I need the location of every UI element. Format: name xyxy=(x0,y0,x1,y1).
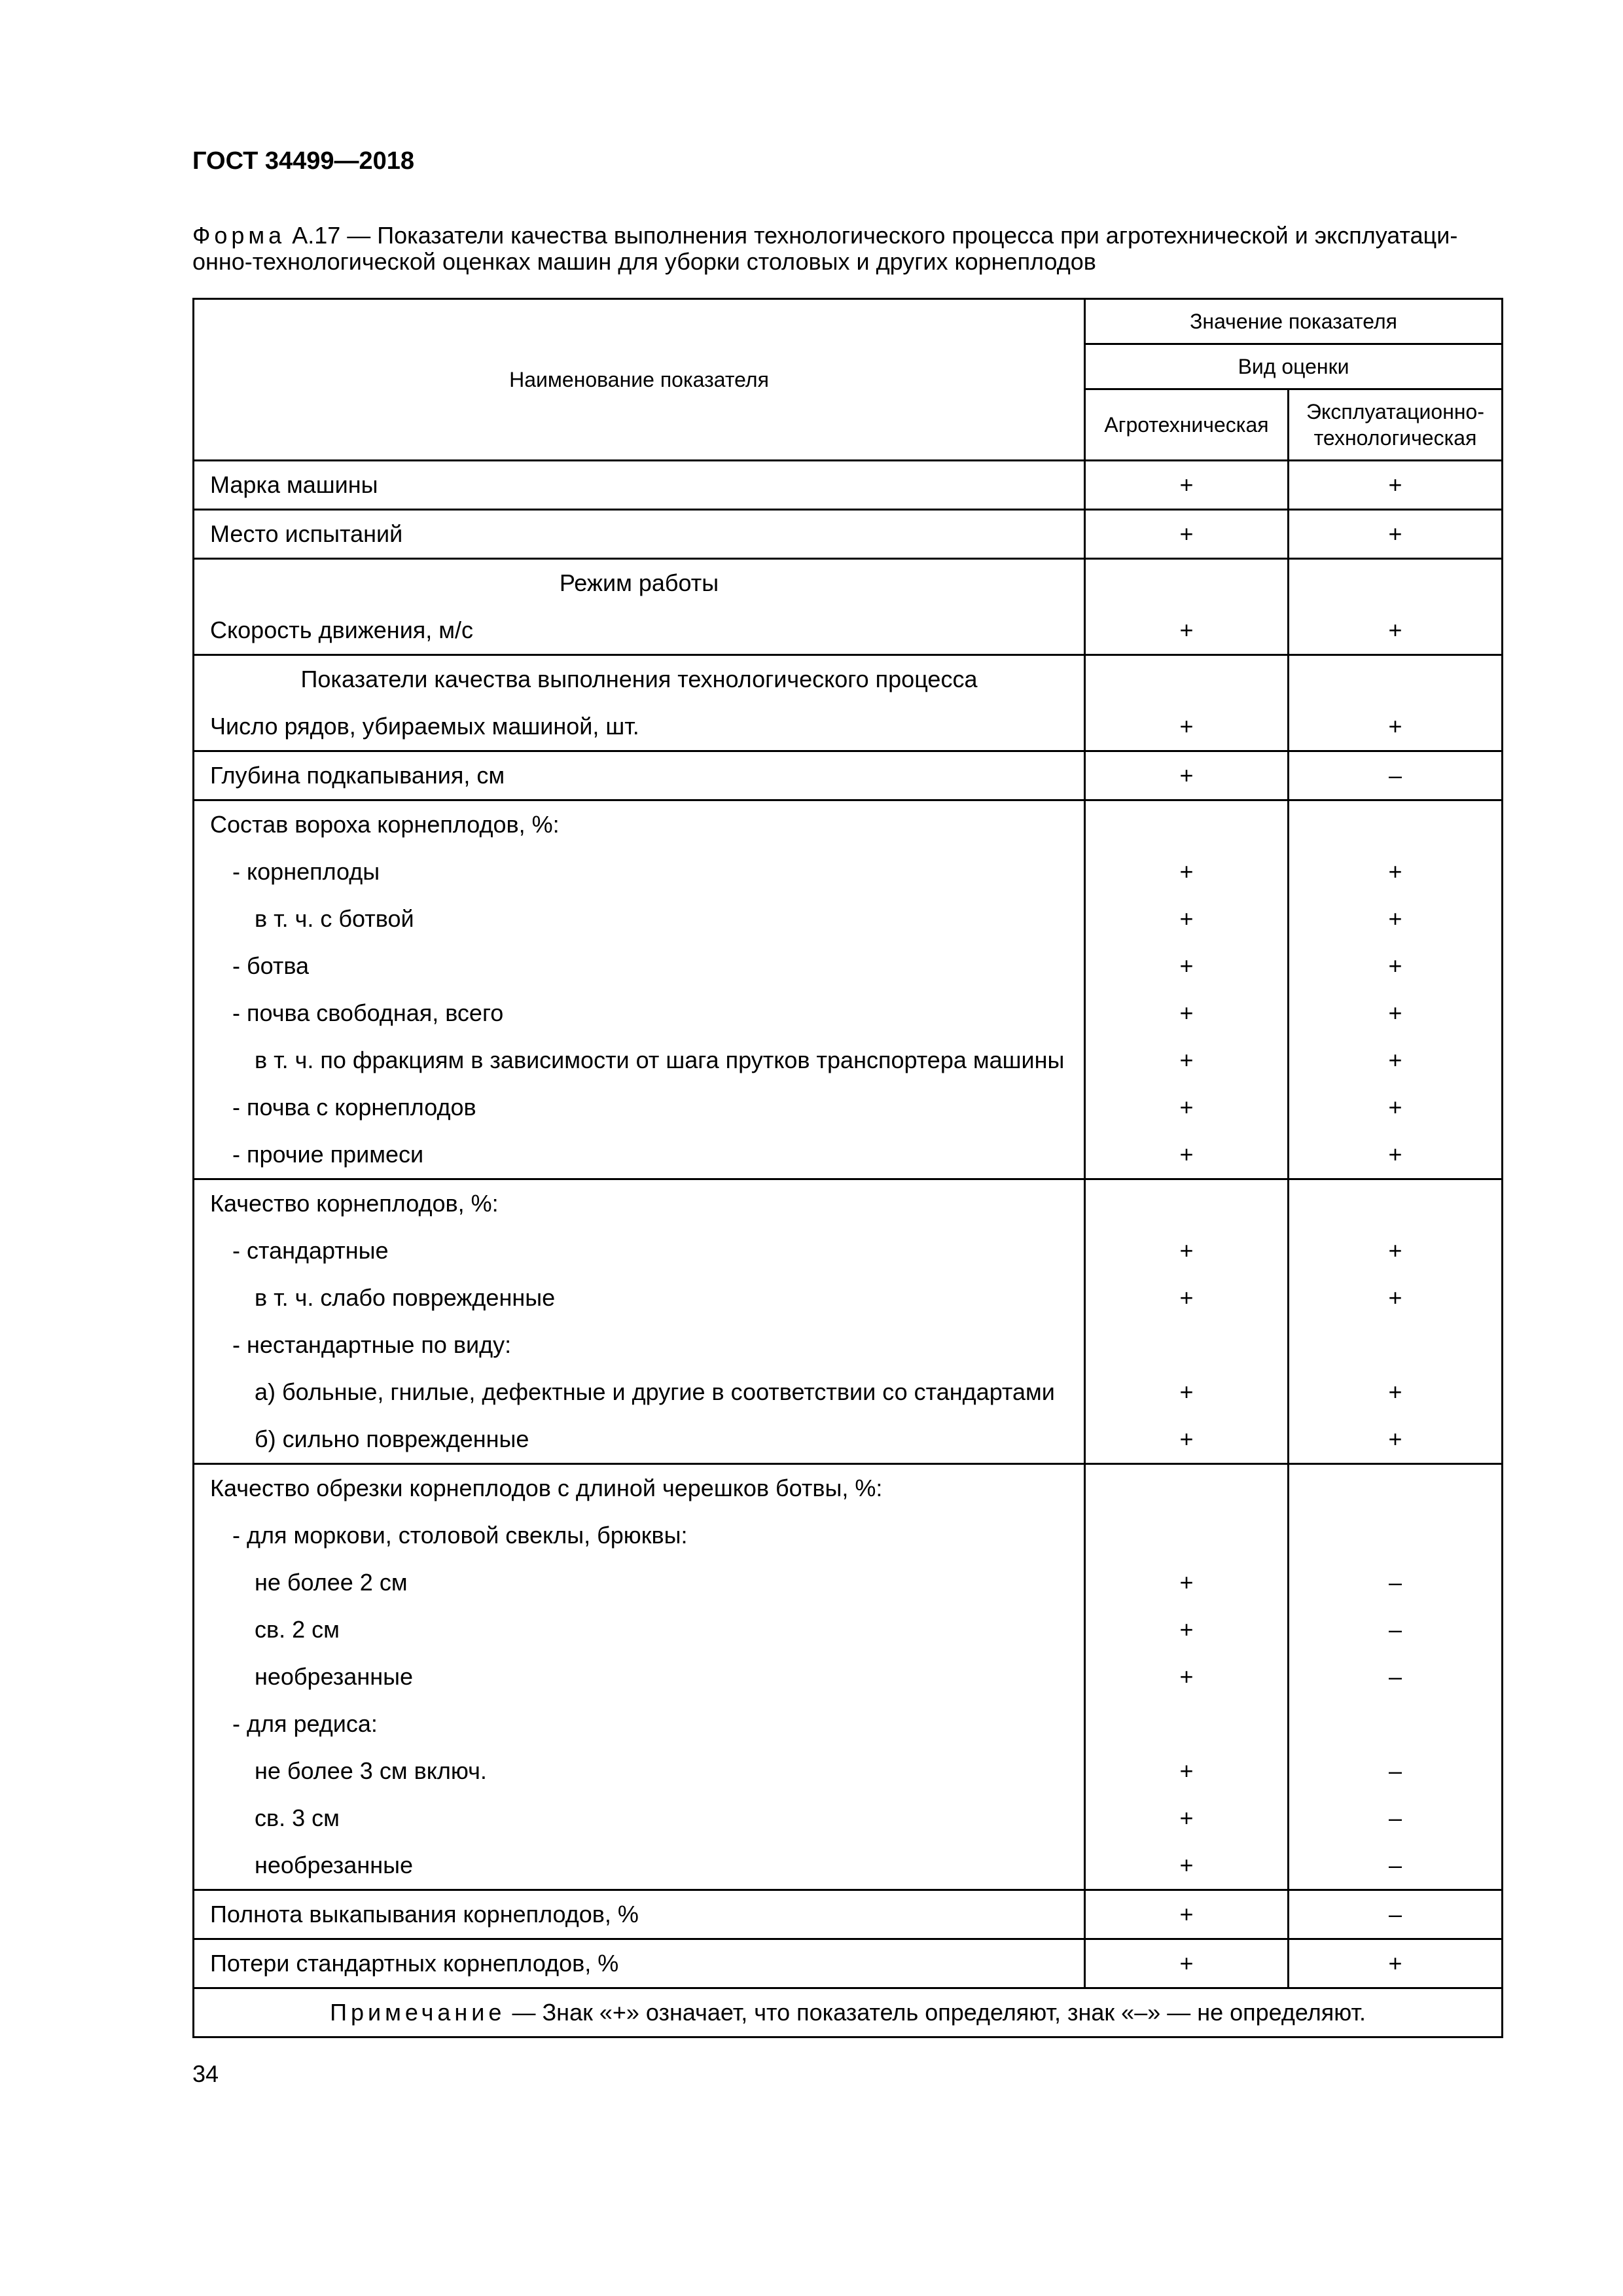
operational-value-cell xyxy=(1289,510,1503,559)
agrotechnical-mark xyxy=(1086,1512,1287,1559)
operational-value-cell xyxy=(1289,461,1503,510)
agrotechnical-mark xyxy=(1086,560,1287,607)
operational-value-cell xyxy=(1289,1890,1503,1939)
operational-mark: + xyxy=(1388,1141,1402,1168)
indicator-name: Режим работы xyxy=(559,569,719,596)
page-number: 34 xyxy=(192,2060,219,2087)
indicator-name: в т. ч. с ботвой xyxy=(255,905,414,932)
operational-mark: + xyxy=(1388,1237,1402,1264)
indicator-name: - прочие примеси xyxy=(232,1141,424,1168)
header-operational: Эксплуатационно-технологическая xyxy=(1289,389,1503,461)
indicator-name-cell xyxy=(194,1179,1085,1464)
agrotechnical-mark xyxy=(1086,1465,1287,1512)
operational-mark: – xyxy=(1388,1804,1402,1831)
agrotechnical-mark: + xyxy=(1179,1378,1194,1405)
indicator-name: - почва с корнеплодов xyxy=(232,1094,476,1121)
indicator-name: Место испытаний xyxy=(210,520,403,547)
indicator-name-cell xyxy=(194,751,1085,800)
agrotechnical-mark: + xyxy=(1179,520,1194,547)
table-row-group xyxy=(194,800,1503,1179)
agrotechnical-mark: + xyxy=(1179,1616,1194,1643)
indicator-name: св. 3 см xyxy=(255,1804,340,1831)
operational-mark: – xyxy=(1388,1757,1402,1784)
agrotechnical-mark: + xyxy=(1179,1901,1194,1928)
indicator-name: Состав вороха корнеплодов, %: xyxy=(210,811,560,838)
agrotechnical-mark: + xyxy=(1179,1284,1194,1311)
agrotechnical-value-cell xyxy=(1085,559,1289,655)
agrotechnical-value-cell xyxy=(1085,1890,1289,1939)
operational-mark: – xyxy=(1388,1616,1402,1643)
operational-value-cell xyxy=(1289,1939,1503,1988)
indicator-name: в т. ч. по фракциям в зависимости от шага прутков транспортера машины xyxy=(255,1047,1065,1073)
note-word: Примечание xyxy=(330,1999,506,2026)
indicator-name: - стандартные xyxy=(232,1237,389,1264)
table-note xyxy=(194,1988,1503,2037)
agrotechnical-mark: + xyxy=(1179,858,1194,885)
table-row-group xyxy=(194,751,1503,800)
table-header-row-1 xyxy=(194,299,1503,344)
indicator-name-cell xyxy=(194,559,1085,655)
indicator-name: Полнота выкапывания корнеплодов, % xyxy=(210,1901,639,1928)
indicator-name: не более 2 см xyxy=(255,1569,408,1596)
operational-mark xyxy=(1289,1700,1501,1748)
operational-mark: + xyxy=(1388,1284,1402,1311)
note-text: — Знак «+» означает, что показатель определяют, знак «–» — не определяют. xyxy=(505,1999,1366,2026)
agrotechnical-mark: + xyxy=(1179,1094,1194,1121)
operational-mark xyxy=(1289,1321,1501,1369)
indicator-name: необрезанные xyxy=(255,1663,413,1690)
operational-mark: – xyxy=(1388,1569,1402,1596)
operational-mark: + xyxy=(1388,471,1402,498)
indicator-name: Потери стандартных корнеплодов, % xyxy=(210,1950,619,1977)
operational-value-cell xyxy=(1289,1179,1503,1464)
form-word: Форма xyxy=(192,222,286,249)
agrotechnical-value-cell xyxy=(1085,655,1289,751)
agrotechnical-mark: + xyxy=(1179,1237,1194,1264)
form-caption-text: А.17 — Показатели качества выполнения технологического процесса при агротехнической и эксплуатаци-онно-технологической оценках машин для уборки столовых и других корнеплодов xyxy=(192,222,1458,275)
indicator-name: - для редиса: xyxy=(232,1710,378,1737)
operational-mark: + xyxy=(1388,520,1402,547)
operational-mark xyxy=(1289,1512,1501,1559)
table-row-group xyxy=(194,1939,1503,1988)
agrotechnical-value-cell xyxy=(1085,1464,1289,1890)
operational-mark: + xyxy=(1388,1950,1402,1977)
indicators-table xyxy=(192,298,1503,2038)
indicator-name-cell xyxy=(194,461,1085,510)
operational-mark: + xyxy=(1388,1426,1402,1452)
agrotechnical-mark xyxy=(1086,656,1287,703)
table-note-row xyxy=(194,1988,1503,2037)
indicator-name: Глубина подкапывания, см xyxy=(210,762,505,789)
agrotechnical-mark: + xyxy=(1179,617,1194,643)
agrotechnical-mark: + xyxy=(1179,762,1194,789)
table-row-group xyxy=(194,510,1503,559)
agrotechnical-mark xyxy=(1086,1700,1287,1748)
agrotechnical-mark: + xyxy=(1179,471,1194,498)
operational-mark: + xyxy=(1388,905,1402,932)
agrotechnical-mark: + xyxy=(1179,1141,1194,1168)
indicator-name-cell xyxy=(194,800,1085,1179)
agrotechnical-value-cell xyxy=(1085,1939,1289,1988)
agrotechnical-value-cell xyxy=(1085,461,1289,510)
indicator-name: Качество обрезки корнеплодов с длиной черешков ботвы, %: xyxy=(210,1475,883,1501)
operational-mark xyxy=(1289,801,1501,848)
operational-mark xyxy=(1289,656,1501,703)
indicator-name: Марка машины xyxy=(210,471,378,498)
indicator-name: а) больные, гнилые, дефектные и другие в соответствии со стандартами xyxy=(255,1378,1055,1405)
form-caption xyxy=(192,223,1495,275)
indicator-name: не более 3 см включ. xyxy=(255,1757,487,1784)
table-row-group xyxy=(194,1464,1503,1890)
indicator-name: Скорость движения, м/с xyxy=(210,617,474,643)
agrotechnical-mark xyxy=(1086,1321,1287,1369)
agrotechnical-value-cell xyxy=(1085,800,1289,1179)
agrotechnical-value-cell xyxy=(1085,1179,1289,1464)
agrotechnical-mark: + xyxy=(1179,952,1194,979)
operational-mark: – xyxy=(1388,1852,1402,1878)
operational-mark: + xyxy=(1388,617,1402,643)
operational-value-cell xyxy=(1289,751,1503,800)
indicator-name: Качество корнеплодов, %: xyxy=(210,1190,499,1217)
agrotechnical-mark: + xyxy=(1179,1757,1194,1784)
operational-value-cell xyxy=(1289,559,1503,655)
indicator-name: необрезанные xyxy=(255,1852,413,1878)
operational-mark: + xyxy=(1388,858,1402,885)
agrotechnical-mark xyxy=(1086,1180,1287,1227)
operational-mark xyxy=(1289,1465,1501,1512)
indicator-name: Число рядов, убираемых машиной, шт. xyxy=(210,713,639,740)
agrotechnical-mark: + xyxy=(1179,1852,1194,1878)
indicator-name-cell xyxy=(194,1939,1085,1988)
document-header: ГОСТ 34499—2018 xyxy=(192,147,415,175)
agrotechnical-mark: + xyxy=(1179,905,1194,932)
header-indicator-value: Значение показателя xyxy=(1085,299,1503,344)
operational-mark: + xyxy=(1388,713,1402,740)
indicator-name-cell xyxy=(194,510,1085,559)
table-row-group xyxy=(194,559,1503,655)
indicator-name: б) сильно поврежденные xyxy=(255,1426,529,1452)
operational-mark: + xyxy=(1388,1094,1402,1121)
operational-value-cell xyxy=(1289,800,1503,1179)
indicator-name: - нестандартные по виду: xyxy=(232,1331,512,1358)
operational-mark: – xyxy=(1388,1901,1402,1928)
operational-mark: – xyxy=(1388,762,1402,789)
table-row-group xyxy=(194,1890,1503,1939)
agrotechnical-mark: + xyxy=(1179,1426,1194,1452)
table-row-group xyxy=(194,655,1503,751)
agrotechnical-mark: + xyxy=(1179,1804,1194,1831)
operational-value-cell xyxy=(1289,1464,1503,1890)
agrotechnical-mark: + xyxy=(1179,1663,1194,1690)
operational-mark: + xyxy=(1388,999,1402,1026)
header-evaluation-type: Вид оценки xyxy=(1085,344,1503,389)
operational-mark: + xyxy=(1388,1047,1402,1073)
agrotechnical-mark: + xyxy=(1179,999,1194,1026)
indicator-name-cell xyxy=(194,1890,1085,1939)
agrotechnical-mark: + xyxy=(1179,1047,1194,1073)
indicator-name: - почва свободная, всего xyxy=(232,999,504,1026)
header-indicator-name: Наименование показателя xyxy=(194,299,1085,461)
operational-mark: – xyxy=(1388,1663,1402,1690)
operational-mark xyxy=(1289,1180,1501,1227)
agrotechnical-value-cell xyxy=(1085,751,1289,800)
indicator-name: Показатели качества выполнения технологического процесса xyxy=(300,666,978,692)
indicator-name: - ботва xyxy=(232,952,310,979)
operational-value-cell xyxy=(1289,655,1503,751)
operational-mark xyxy=(1289,560,1501,607)
indicator-name-cell xyxy=(194,1464,1085,1890)
indicator-name-cell xyxy=(194,655,1085,751)
agrotechnical-mark: + xyxy=(1179,1569,1194,1596)
table-row-group xyxy=(194,1179,1503,1464)
header-agrotechnical: Агротехническая xyxy=(1085,389,1289,461)
indicator-name: св. 2 см xyxy=(255,1616,340,1643)
indicator-name: в т. ч. слабо поврежденные xyxy=(255,1284,556,1311)
agrotechnical-mark: + xyxy=(1179,713,1194,740)
agrotechnical-mark xyxy=(1086,801,1287,848)
operational-mark: + xyxy=(1388,952,1402,979)
operational-mark: + xyxy=(1388,1378,1402,1405)
table-row-group xyxy=(194,461,1503,510)
agrotechnical-mark: + xyxy=(1179,1950,1194,1977)
indicator-name: - для моркови, столовой свеклы, брюквы: xyxy=(232,1522,688,1549)
agrotechnical-value-cell xyxy=(1085,510,1289,559)
indicator-name: - корнеплоды xyxy=(232,858,380,885)
